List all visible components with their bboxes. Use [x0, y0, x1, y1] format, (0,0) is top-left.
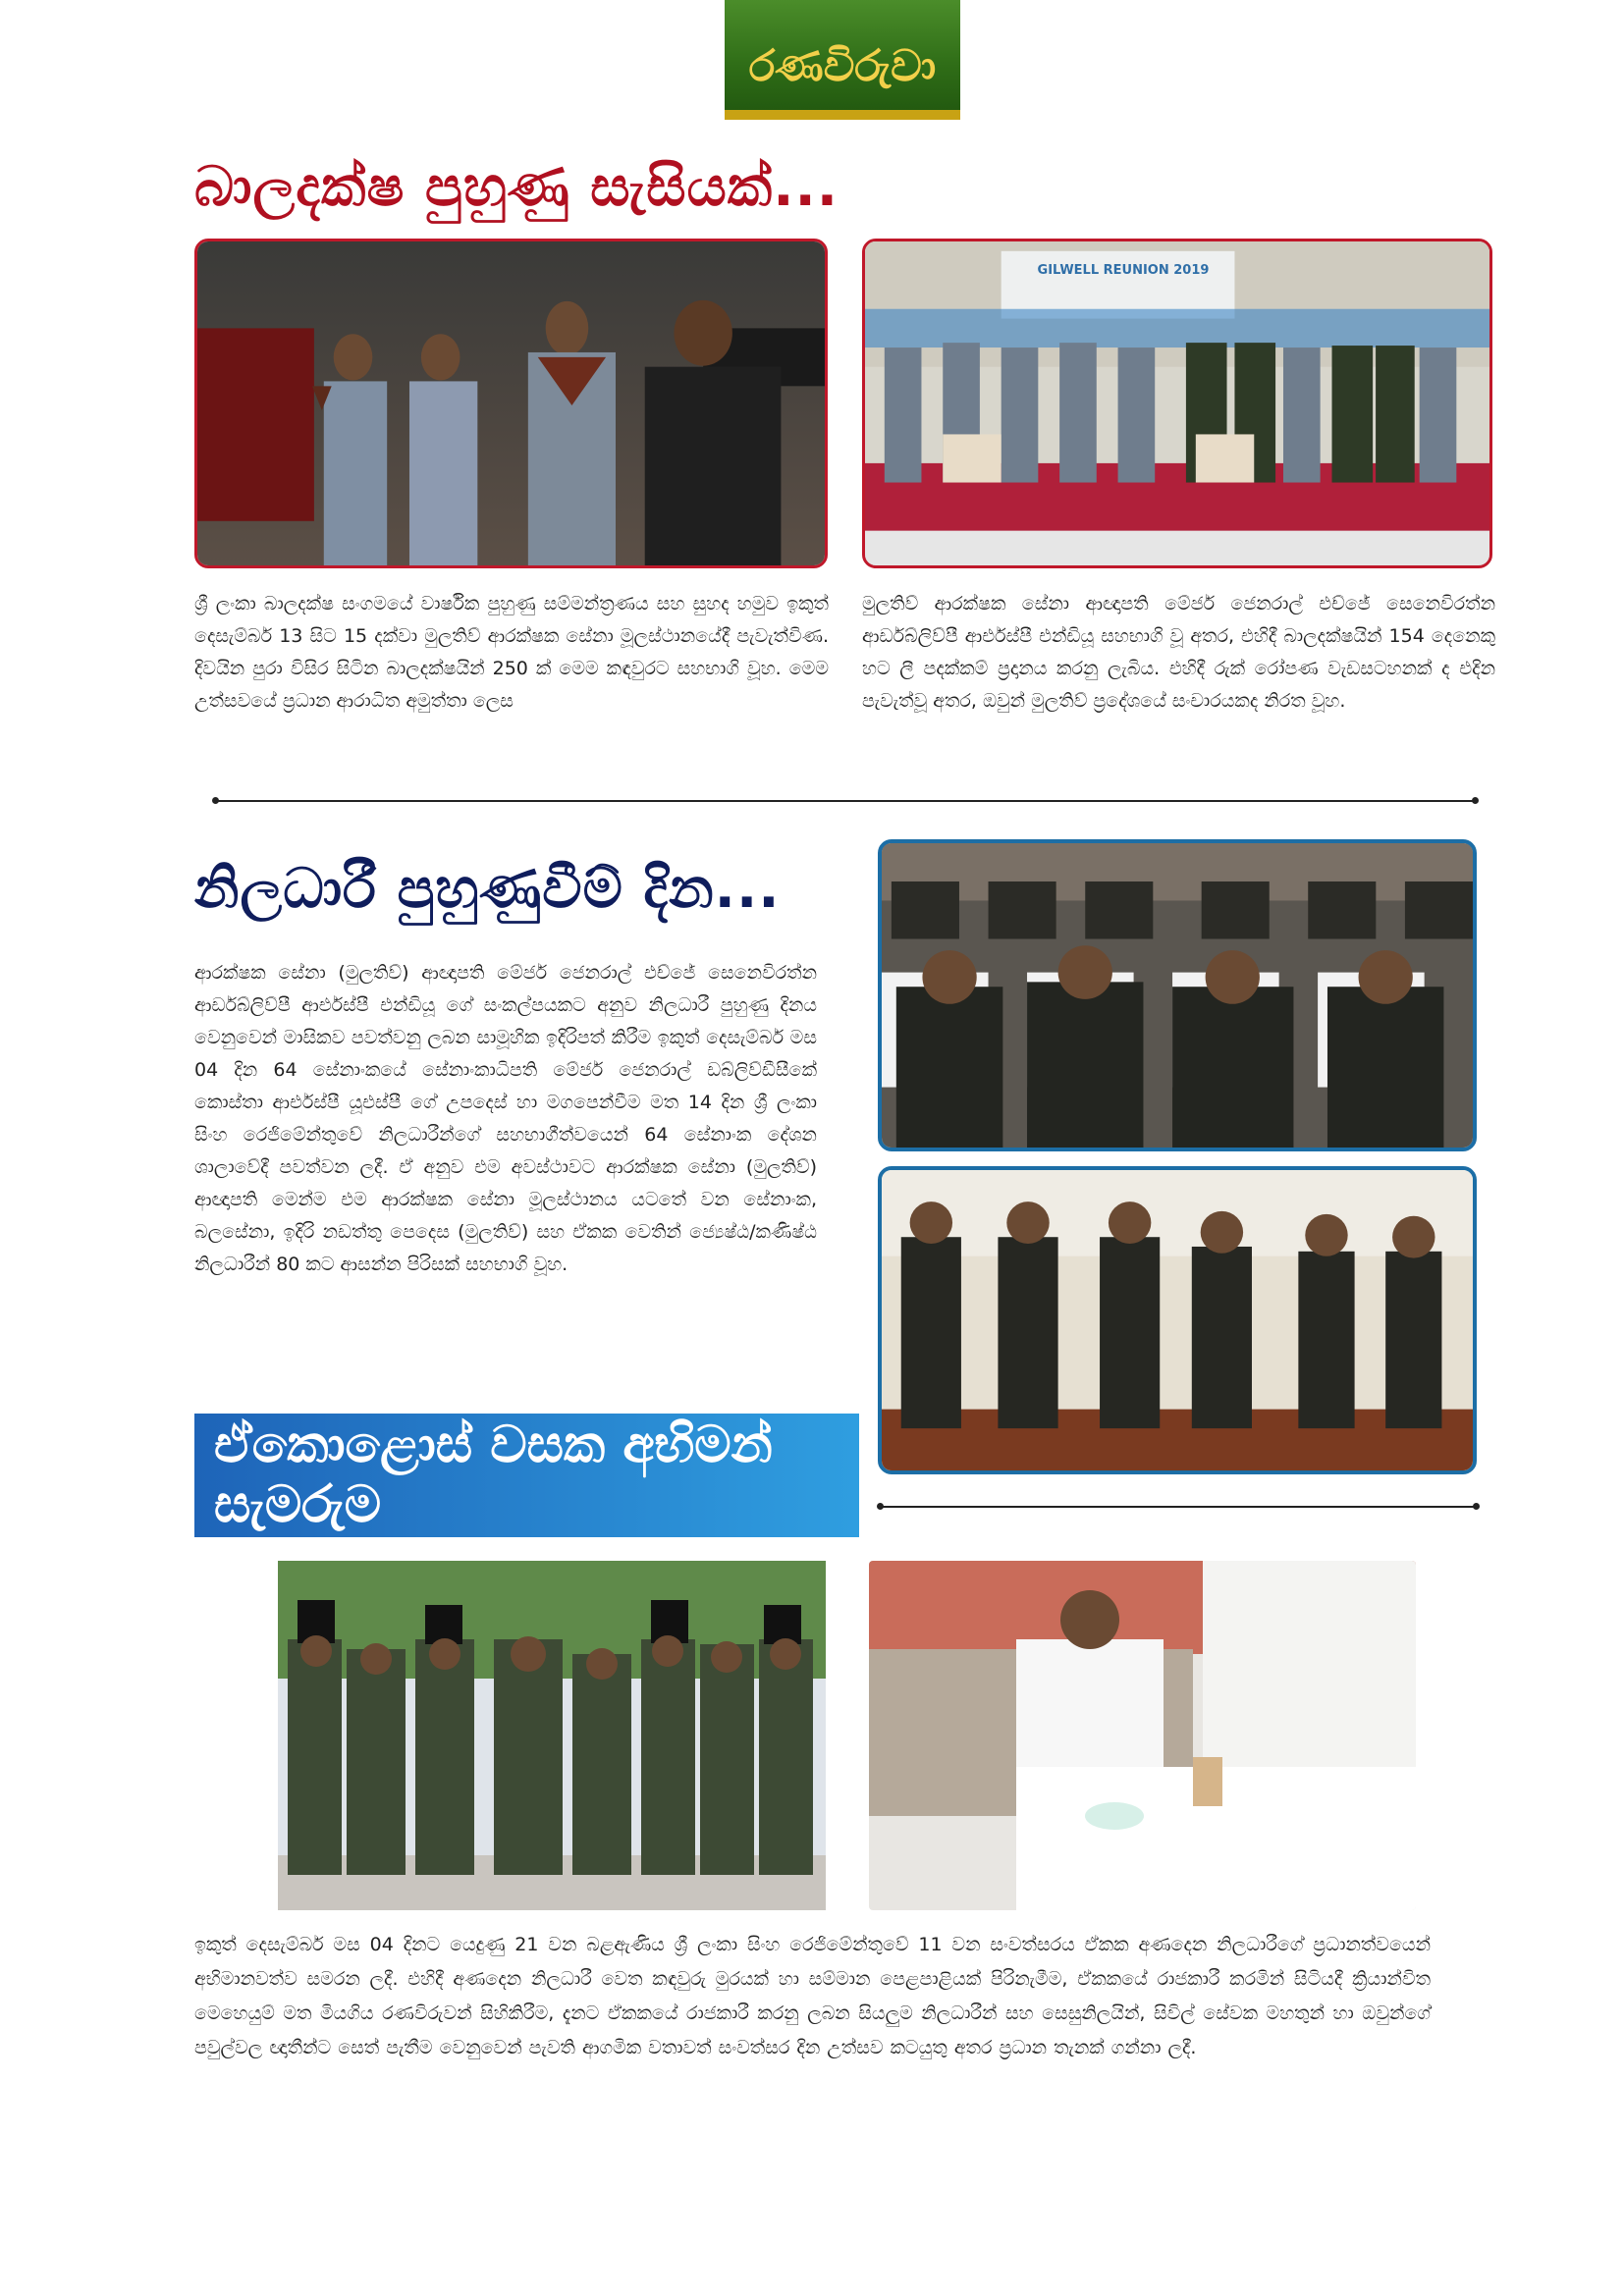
soldiers-parade-photo: [278, 1561, 826, 1910]
masthead-title: රණවිරුවා: [748, 40, 937, 91]
officers-standing-photo: [878, 1166, 1477, 1474]
section3-heading: ඒකොළොස් වසක අභිමන් සැමරුම: [214, 1415, 773, 1534]
section-divider: [883, 1506, 1476, 1508]
section2-heading: නිලධාරී පුහුණුවීම් දින...: [194, 857, 781, 921]
scouts-handshake-photo: [194, 239, 828, 568]
section3-text: ඉකුත් දෙසැම්බර් මස 04 දිනට යෙදුණු 21 වන බළඇණිය ශ්‍රී ලංකා සිංහ රෙජිමේන්තුවේ 11 වන සංවත්සරය ඒකක අණදෙන නිලධාරීගේ ප්‍රධානත්වයෙන් අභිමානවත්ව සමරන ලදී. එහිදී අණදෙන නිලධාරී වෙත කඳවුරු මුරයක් හා සම්මාන පෙළපාළියක් පිරිනැමීම, ඒකකයේ රාජකාරී කරමින් සිටියදී ක්‍රියාන්විත මෙහෙයුම් මත මියගිය රණවිරුවන් සිහිකිරීම, දැනට ඒකකයේ රාජකාරී කරනු ලබන සියලුම නිලධාරීන් සහ සෙසුනිලයින්, සිවිල් සේවක මහතුන් හා ඔවුන්ගේ පවුල්වල ඥාතීන්ට සෙත් පැතීම වෙනුවෙන් පැවති ආගමික වතාවත් සංවත්සර දින උත්සව කටයුතු අතර ප්‍රධාන තැනක් ගන්නා ලදී.: [194, 1934, 1431, 2058]
section1-text-left: ශ්‍රී ලංකා බාලදක්ෂ සංගමයේ වාර්ෂික පුහුණු සම්මන්ත්‍රණය සහ සුහද හමුව ඉකුත් දෙසැම්බර් 13 සිට 15 දක්වා මුලතිව් ආරක්ෂක සේනා මූලස්ථානයේදී පැවැත්විණ. දිවයින පුරා විසිර සිටින බාලදක්ෂයින් 250 ක් මෙම කඳවුරට සහභාගි වූහ. මෙම උත්සවයේ ප්‍රධාන ආරාධිත අමුත්තා ලෙස: [194, 593, 829, 712]
reunion-banner-text: GILWELL REUNION 2019: [1037, 263, 1210, 278]
gilwell-reunion-stage-photo: [862, 239, 1492, 568]
section3-heading-box: [194, 1414, 859, 1537]
officers-seated-photo: [878, 839, 1477, 1151]
religious-ceremony-photo: [869, 1561, 1416, 1910]
section-divider: [218, 800, 1475, 802]
divider-dot: [1472, 797, 1479, 804]
divider-dot: [1473, 1503, 1480, 1510]
masthead: [725, 0, 960, 120]
section1-heading: බාලදක්ෂ පුහුණු සැසියක්...: [194, 155, 839, 219]
section1-text-right: මුලතිව් ආරක්ෂක සේනා ආඥාපති මේජර් ජෙනරාල් එච්ජේ සෙනෙවිරත්න ආර්ඩබ්ලිව්පී ආර්එස්පී එන්ඩියූ සහභාගි වූ අතර, එහිදී බාලදක්ෂයින් 154 දෙනෙකු හට ලී පදක්කම් ප්‍රදානය කරනු ලැබිය. එහිදී රුක් රෝපණ වැඩසටහනක් ද එදින පැවැත්වූ අතර, ඔවුන් මුලතිව් ප්‍රදේශයේ සංචාරයකද නිරත වූහ.: [862, 593, 1495, 712]
section2-text: ආරක්ෂක සේනා (මුලතිව්) ආඥාපති මේජර් ජෙනරාල් එච්ජේ සෙනෙවිරත්න ආර්ඩබ්ලිව්පී ආර්එස්පී එන්ඩියූ ගේ සංකල්පයකට අනුව නිලධාරී පුහුණු දිනය වෙනුවෙන් මාසිකව පවත්වනු ලබන සාමූහික ඉදිරිපත් කිරීම ඉකුත් දෙසැම්බර් මස 04 දින 64 සේනාංකයේ සේනාංකාධිපති මේජර් ජෙනරාල් ඩබ්ලිව්ඩීසීකේ කොස්තා ආර්එස්පී යූඑස්පී ගේ උපදෙස් හා මගපෙන්වීම මත 14 දින ශ්‍රී ලංකා සිංහ රෙජිමේන්තුවේ නිලධාරීන්ගේ සහභාගීත්වයෙන් 64 සේනාංක දේශන ශාලාවේදී පවත්වන ලදී. ඒ අනුව එම අවස්ථාවට ආරක්ෂක සේනා (මුලතිව්) ආඥාපති මෙන්ම එම ආරක්ෂක සේනා මූලස්ථානය යටතේ වන සේනාංක, බලසේනා, ඉදිරි නඩත්තු පෙදෙස (මුලතිව්) සහ ඒකක වෙතින් ජ්‍යෙෂ්ඨ/කණිෂ්ඨ නිලධාරීන් 80 කට ආසන්න පිරිසක් සහභාගි වූහ.: [194, 962, 817, 1275]
